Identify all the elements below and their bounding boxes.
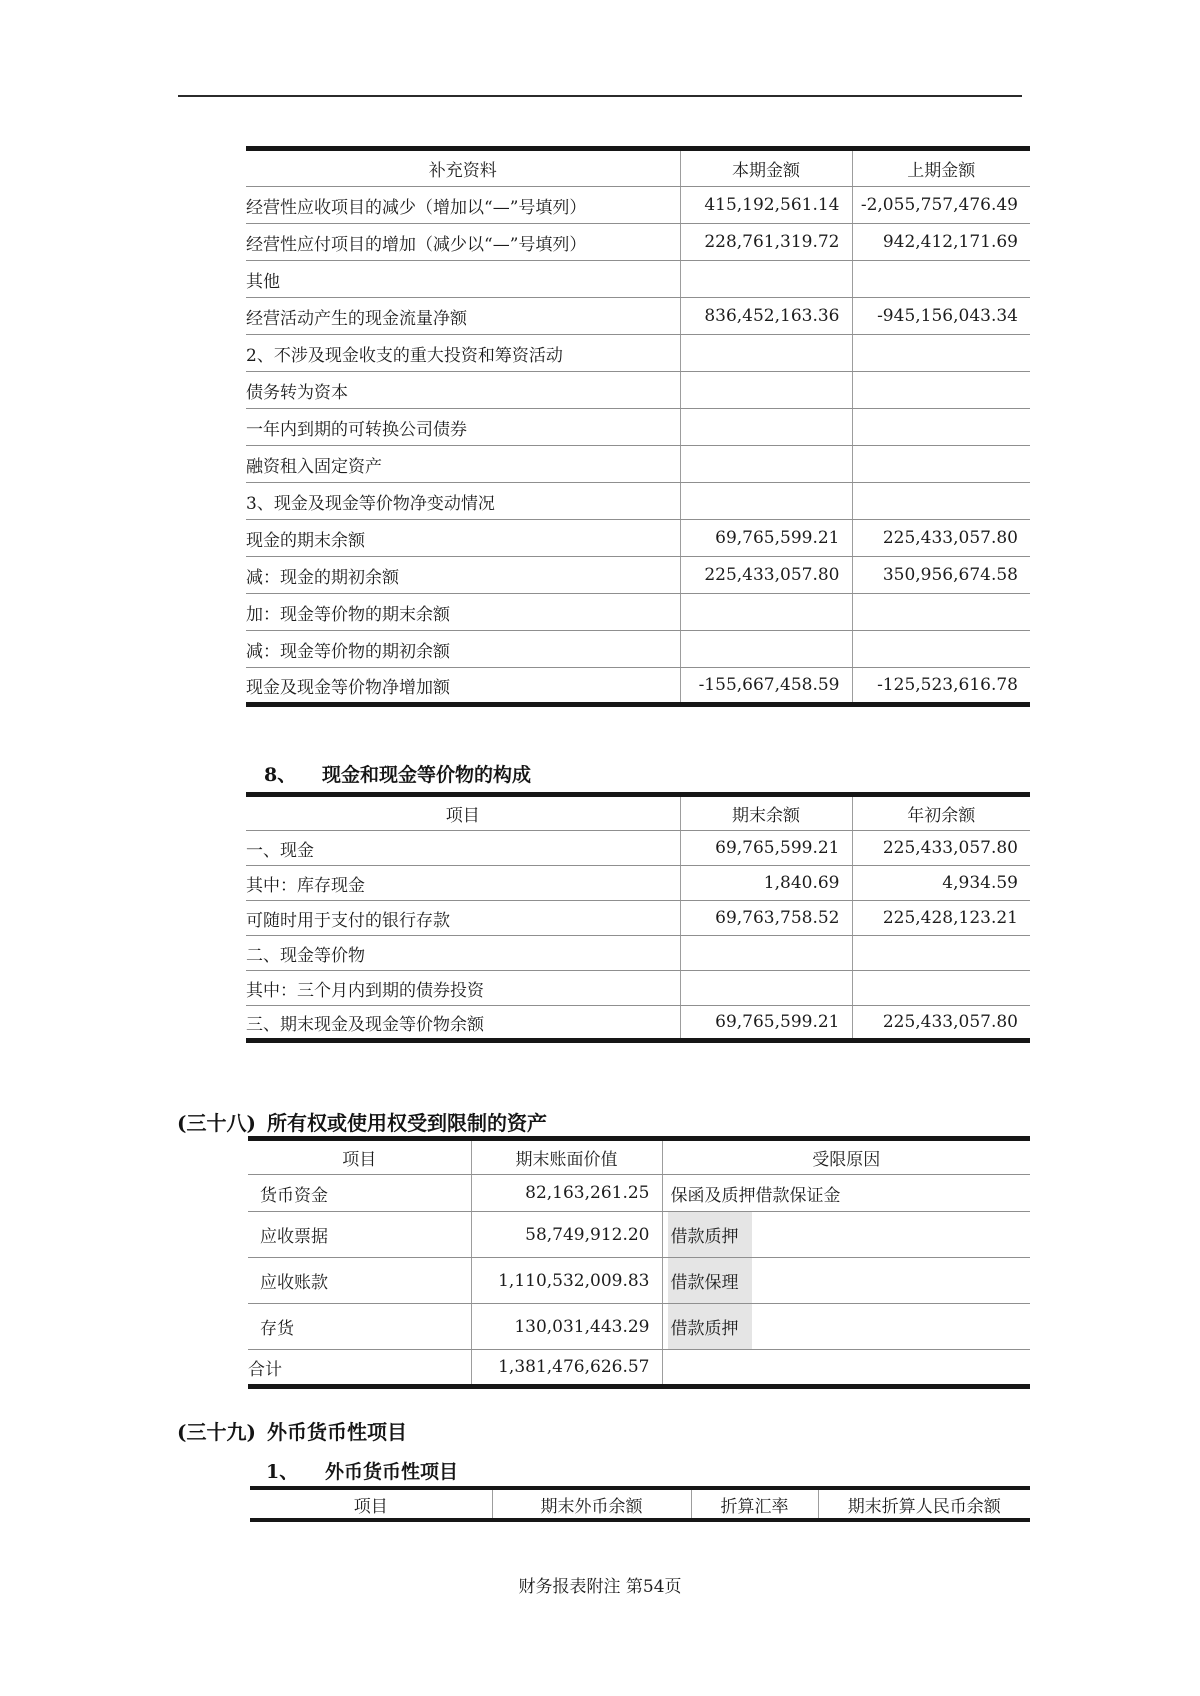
cell-value: 69,765,599.21: [680, 1006, 852, 1041]
page-footer: 财务报表附注 第54页: [518, 1577, 682, 1597]
cell-value: 保函及质押借款保证金: [662, 1175, 1030, 1212]
table-header-row: [246, 795, 1030, 831]
highlighted-restriction-reason: 借款质押: [668, 1212, 752, 1257]
row-label: 债务转为资本: [246, 372, 680, 409]
section-heading-cash-composition: [264, 760, 531, 787]
table-row: [248, 1258, 1030, 1304]
column-header: 期末账面价值: [471, 1139, 662, 1175]
cell-value: -125,523,616.78: [877, 675, 1018, 695]
cell-value: [680, 409, 852, 446]
table-row: [246, 224, 1030, 261]
table-row: [248, 1350, 1030, 1387]
section-title: 所有权或使用权受到限制的资产: [267, 1111, 547, 1135]
cell-value: 836,452,163.36: [680, 298, 852, 335]
cell-value: [680, 631, 852, 668]
cell-value: 69,763,758.52: [680, 901, 852, 936]
table-row: [248, 1175, 1030, 1212]
cell-value: [852, 971, 1030, 1006]
cell-value: 228,761,319.72: [680, 224, 852, 261]
cell-value: [662, 1212, 1030, 1258]
row-label: 经营活动产生的现金流量净额: [246, 298, 680, 335]
restricted-assets-table: [248, 1136, 1030, 1389]
table-row: [246, 631, 1030, 668]
cell-value: 1,381,476,626.57: [471, 1350, 662, 1387]
section-number: 8、: [264, 764, 297, 786]
cell-value: 69,765,599.21: [680, 520, 852, 557]
table-row: [246, 372, 1030, 409]
subsection-number: 1、: [266, 1461, 299, 1483]
row-label: 融资租入固定资产: [246, 446, 680, 483]
cell-value: [852, 483, 1030, 520]
table-header-row: [250, 1488, 1030, 1520]
row-label: 应收票据: [248, 1212, 471, 1258]
row-label: 一年内到期的可转换公司债券: [246, 409, 680, 446]
table-row: [246, 298, 1030, 335]
column-header: 项目: [246, 795, 680, 831]
table-row: [246, 866, 1030, 901]
cell-value: 225,433,057.80: [680, 557, 852, 594]
row-label: 其中：库存现金: [246, 866, 680, 901]
row-label: 存货: [248, 1304, 471, 1350]
table-row: [246, 261, 1030, 298]
cell-value: 415,192,561.14: [680, 187, 852, 224]
column-header: 受限原因: [662, 1139, 1030, 1175]
row-label: 经营性应收项目的减少（增加以“—”号填列）: [246, 187, 680, 224]
cell-value: [662, 1304, 1030, 1350]
row-label: 货币资金: [248, 1175, 471, 1212]
cell-value: 1,840.69: [680, 866, 852, 901]
row-label: 经营性应付项目的增加（减少以“—”号填列）: [246, 224, 680, 261]
row-label: 其他: [246, 261, 680, 298]
cell-value: 942,412,171.69: [852, 224, 1030, 261]
section-number: (三十八): [177, 1111, 256, 1135]
section-number: (三十九): [177, 1420, 256, 1444]
row-label: 应收账款: [248, 1258, 471, 1304]
cell-value: [680, 446, 852, 483]
subsection-heading-foreign-currency-items: [266, 1457, 458, 1484]
section-heading-restricted-assets: [177, 1107, 547, 1136]
foreign-currency-items-table: [250, 1486, 1030, 1522]
cell-value: [662, 1350, 1030, 1387]
cash-composition-table: [246, 792, 1030, 1043]
cell-value: [680, 971, 852, 1006]
table-row: [246, 971, 1030, 1006]
cell-value: [852, 372, 1030, 409]
cell-value: [852, 446, 1030, 483]
section-title: 外币货币性项目: [267, 1420, 407, 1444]
cell-value: 225,428,123.21: [852, 901, 1030, 936]
cell-value: 350,956,674.58: [852, 557, 1030, 594]
row-label: 2、不涉及现金收支的重大投资和筹资活动: [246, 335, 680, 372]
cell-value: [852, 936, 1030, 971]
column-header: 年初余额: [852, 795, 1030, 831]
table-row: [246, 1006, 1030, 1041]
table-row: [246, 594, 1030, 631]
column-header: 补充资料: [246, 149, 680, 187]
row-label: 一、现金: [246, 831, 680, 866]
highlighted-restriction-reason: 借款质押: [668, 1304, 752, 1349]
column-header: 项目: [250, 1488, 492, 1520]
cell-value: [852, 594, 1030, 631]
column-header: 期末余额: [680, 795, 852, 831]
cell-value: 69,765,599.21: [680, 831, 852, 866]
column-header: 上期金额: [852, 149, 1030, 187]
cell-value: 1,110,532,009.83: [471, 1258, 662, 1304]
cell-value: [852, 631, 1030, 668]
column-header: 期末外币余额: [492, 1488, 691, 1520]
cell-value: 4,934.59: [852, 866, 1030, 901]
column-header: 折算汇率: [691, 1488, 818, 1520]
row-label: 现金及现金等价物净增加额: [246, 668, 680, 705]
column-header: 本期金额: [680, 149, 852, 187]
row-label: 3、现金及现金等价物净变动情况: [246, 483, 680, 520]
cell-value: 225,433,057.80: [852, 520, 1030, 557]
table-row: [246, 936, 1030, 971]
section-heading-foreign-currency: [177, 1416, 407, 1445]
cell-value: [680, 483, 852, 520]
cell-value: [662, 1258, 1030, 1304]
cell-value: 82,163,261.25: [471, 1175, 662, 1212]
table-row: [246, 446, 1030, 483]
table-row: [246, 520, 1030, 557]
cell-value: 130,031,443.29: [471, 1304, 662, 1350]
table-header-row: [246, 149, 1030, 187]
cell-value: [852, 335, 1030, 372]
column-header: 期末折算人民币余额: [847, 1496, 1001, 1517]
table-row: [246, 483, 1030, 520]
row-label: 其中：三个月内到期的债券投资: [246, 971, 680, 1006]
row-label: 减：现金等价物的期初余额: [246, 631, 680, 668]
row-label: 二、现金等价物: [246, 936, 680, 971]
table-header-row: [248, 1139, 1030, 1175]
cell-value: -945,156,043.34: [852, 298, 1030, 335]
cell-value: [680, 372, 852, 409]
cell-value: 225,433,057.80: [852, 831, 1030, 866]
section-title: 现金和现金等价物的构成: [322, 764, 532, 786]
cell-value: [852, 409, 1030, 446]
cell-value: -2,055,757,476.49: [852, 187, 1030, 224]
row-label: 减：现金的期初余额: [246, 557, 680, 594]
cell-value: [852, 261, 1030, 298]
table-row: [246, 335, 1030, 372]
row-label: 可随时用于支付的银行存款: [246, 901, 680, 936]
cell-value: -155,667,458.59: [680, 668, 852, 705]
cell-value: 58,749,912.20: [471, 1212, 662, 1258]
cell-value: [680, 261, 852, 298]
row-label: 三、期末现金及现金等价物余额: [246, 1006, 680, 1041]
row-label: 合计: [248, 1350, 471, 1387]
supplementary-cash-flow-table: [246, 146, 1030, 707]
cell-value: [680, 335, 852, 372]
table-row: [246, 409, 1030, 446]
table-row: [248, 1212, 1030, 1258]
subsection-title: 外币货币性项目: [325, 1461, 459, 1483]
highlighted-restriction-reason: 借款保理: [668, 1258, 752, 1303]
table-row: [246, 901, 1030, 936]
column-header: 项目: [248, 1139, 471, 1175]
cell-value: [680, 594, 852, 631]
table-row: [248, 1304, 1030, 1350]
table-row: [246, 668, 1030, 705]
row-label: 加：现金等价物的期末余额: [246, 594, 680, 631]
table-row: [246, 187, 1030, 224]
page-header-rule: [178, 95, 1022, 97]
row-label: 现金的期末余额: [246, 520, 680, 557]
cell-value: [680, 936, 852, 971]
cell-value: 225,433,057.80: [882, 1012, 1018, 1032]
table-row: [246, 831, 1030, 866]
table-row: [246, 557, 1030, 594]
